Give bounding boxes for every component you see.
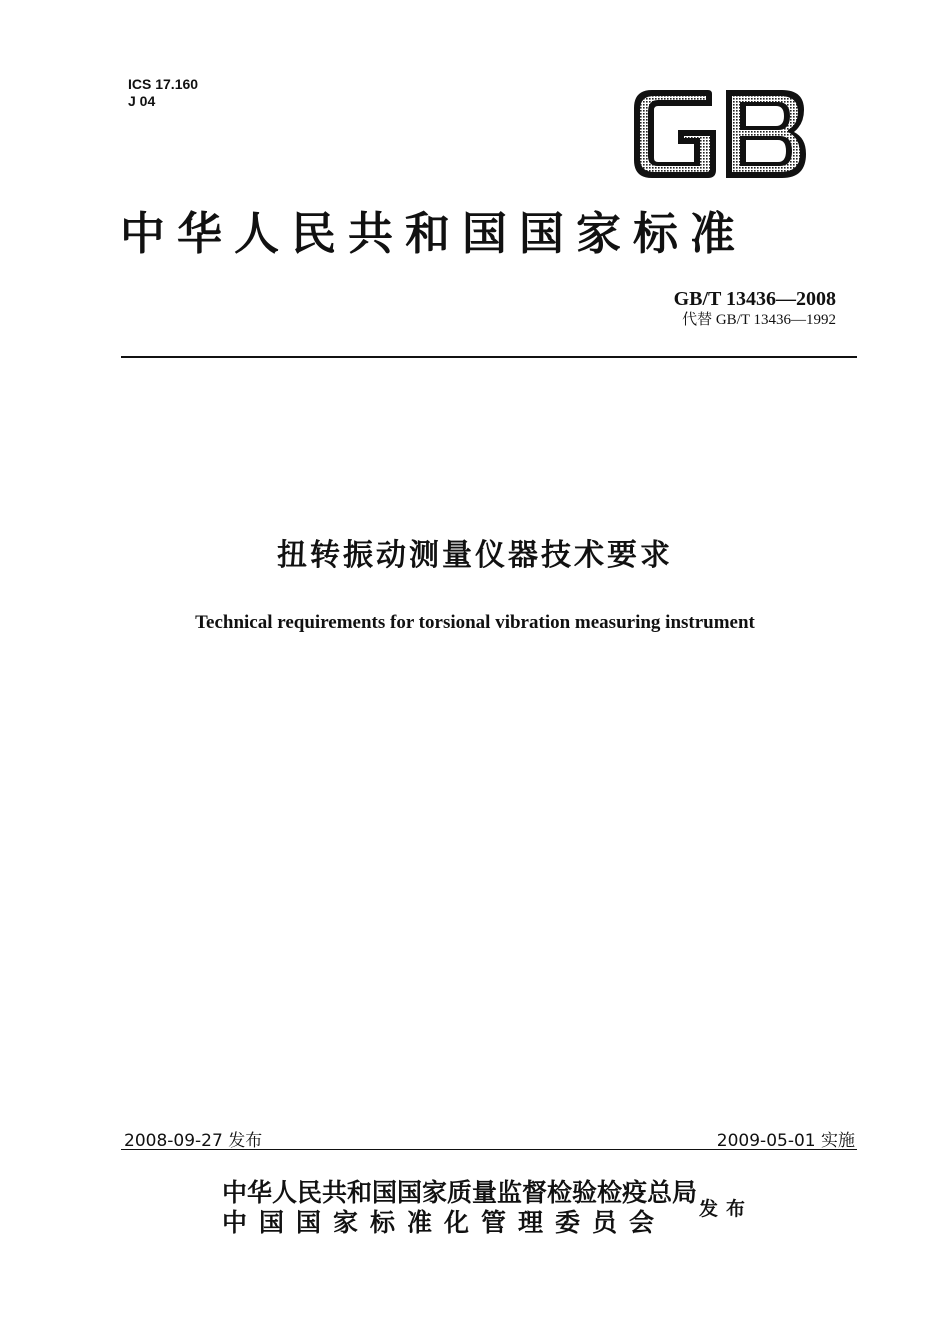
- issuing-organizations: [222, 1178, 697, 1238]
- replaced-standard: 代替 GB/T 13436—1992: [682, 312, 836, 328]
- top-divider: [121, 356, 857, 358]
- classification-codes: [128, 76, 198, 110]
- effective-date: 2009-05-01 实施: [716, 1131, 855, 1151]
- national-standard-heading: 中华人民共和国国家标准: [120, 207, 748, 260]
- standard-number: GB/T 13436—2008: [673, 288, 836, 310]
- issuer-aqsiq: 中华人民共和国国家质量监督检验检疫总局: [222, 1178, 698, 1207]
- gb-logo: [628, 86, 810, 182]
- ccs-code: J 04: [128, 93, 156, 109]
- issue-date: 2008-09-27 发布: [124, 1131, 263, 1151]
- ics-code: ICS 17.160: [128, 76, 199, 92]
- issuer-sac: 中国国家标准化管理委员会: [222, 1208, 667, 1237]
- document-title-en: Technical requirements for torsional vibration measuring instrument: [195, 612, 755, 633]
- publish-label: 发布: [699, 1198, 754, 1220]
- standard-code-block: [674, 287, 836, 329]
- document-title-cn: 扭转振动测量仪器技术要求: [277, 538, 673, 573]
- bottom-divider: [121, 1149, 857, 1150]
